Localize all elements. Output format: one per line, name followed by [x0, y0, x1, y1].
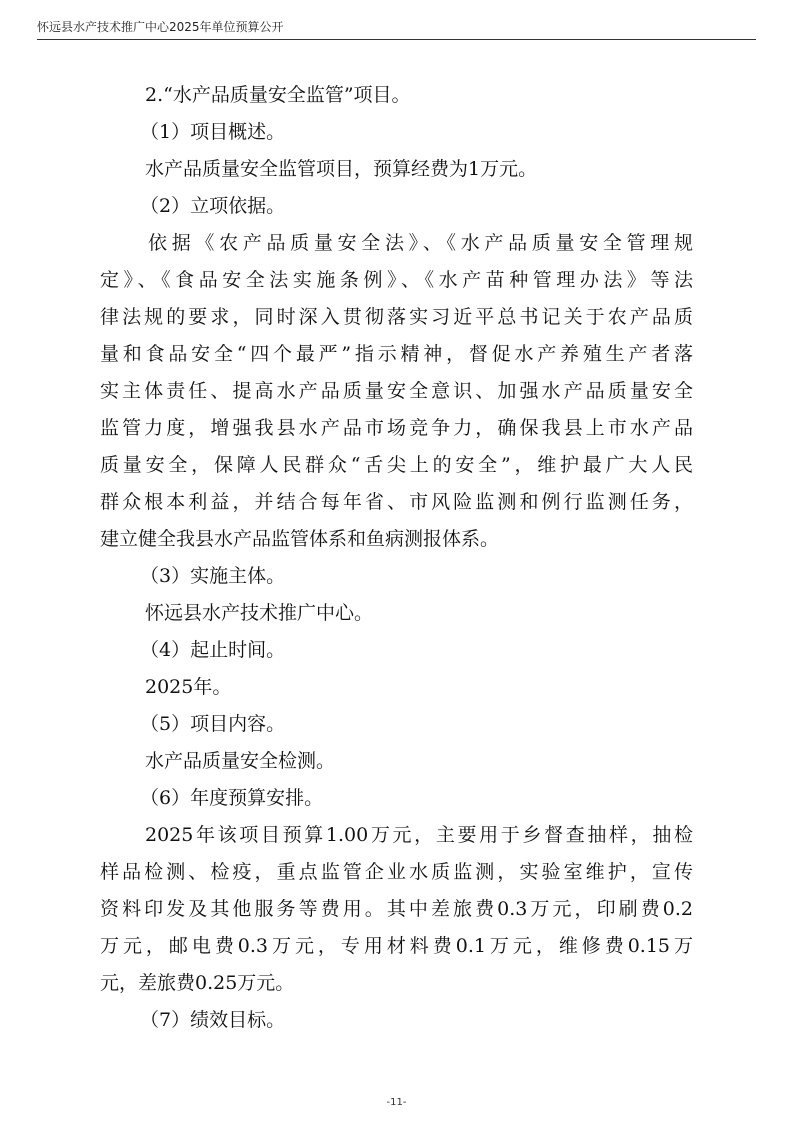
- paragraph-line: 怀远县水产技术推广中心。: [145, 602, 374, 624]
- paragraph-line: 实主体责任、提高水产品质量安全意识、加强水产品质量安全: [100, 380, 693, 402]
- subheading-period: （4）起止时间。: [140, 639, 286, 661]
- paragraph-line: 水产品质量安全检测。: [145, 750, 336, 772]
- paragraph-line: 2025年该项目预算1.00万元，主要用于乡督查抽样，抽检: [145, 824, 693, 846]
- page-number: -11-: [386, 1097, 407, 1108]
- paragraph-line: 量和食品安全“四个最严”指示精神，督促水产养殖生产者落: [100, 343, 693, 365]
- paragraph-line: 水产品质量安全监管项目，预算经费为1万元。: [145, 158, 538, 180]
- section-title: 2.“水产品质量安全监管”项目。: [145, 84, 411, 106]
- paragraph-line: 监管力度，增强我县水产品市场竞争力，确保我县上市水产品: [100, 417, 693, 439]
- paragraph-line: 质量安全，保障人民群众“舌尖上的安全”，维护最广大人民: [100, 454, 693, 476]
- page-header-title: 怀远县水产技术推广中心2025年单位预算公开: [37, 20, 284, 34]
- paragraph-line: 样品检测、检疫，重点监管企业水质监测，实验室维护，宣传: [100, 861, 693, 883]
- subheading-entity: （3）实施主体。: [140, 565, 286, 587]
- paragraph-line: 2025年。: [145, 676, 232, 698]
- paragraph-line: 万元，邮电费0.3万元，专用材料费0.1万元，维修费0.15万: [100, 935, 693, 957]
- paragraph-line: 建立健全我县水产品监管体系和鱼病测报体系。: [100, 528, 500, 550]
- subheading-content: （5）项目内容。: [140, 713, 286, 735]
- paragraph-line: 资料印发及其他服务等费用。其中差旅费0.3万元，印刷费0.2: [100, 898, 693, 920]
- paragraph-line: 定》、《食品安全法实施条例》、《水产苗种管理办法》等法: [100, 269, 693, 291]
- paragraph-line: 律法规的要求，同时深入贯彻落实习近平总书记关于农产品质: [100, 306, 693, 328]
- paragraph-line: 元，差旅费0.25万元。: [100, 972, 295, 994]
- subheading-basis: （2）立项依据。: [140, 195, 286, 217]
- subheading-budget: （6）年度预算安排。: [140, 787, 324, 809]
- subheading-overview: （1）项目概述。: [140, 121, 286, 143]
- subheading-goals: （7）绩效目标。: [140, 1009, 286, 1031]
- paragraph-line: 群众根本利益，并结合每年省、市风险监测和例行监测任务，: [100, 491, 693, 513]
- paragraph-line: 依据《农产品质量安全法》、《水产品质量安全管理规: [148, 232, 693, 254]
- header-divider: [37, 39, 756, 40]
